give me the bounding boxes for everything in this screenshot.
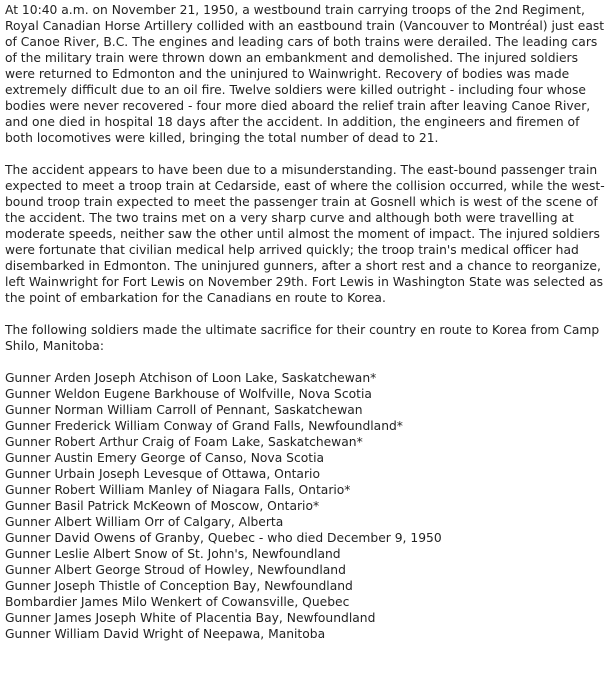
soldier-list-item: Gunner Norman William Carroll of Pennant, Saskatchewan <box>5 403 363 417</box>
soldier-list-item: Gunner Robert Arthur Craig of Foam Lake, Saskatchewan* <box>5 435 363 449</box>
soldier-list-item: Gunner Leslie Albert Snow of St. John's, Newfoundland <box>5 547 341 561</box>
soldier-list-item: Gunner Arden Joseph Atchison of Loon Lake, Saskatchewan* <box>5 371 377 385</box>
soldier-list-item: Bombardier James Milo Wenkert of Cowansville, Quebec <box>5 595 350 609</box>
soldier-list-item: Gunner James Joseph White of Placentia Bay, Newfoundland <box>5 611 376 625</box>
paragraph-spacer <box>5 306 605 322</box>
article-body <box>5 2 605 642</box>
paragraph-accident-summary: At 10:40 a.m. on November 21, 1950, a westbound train carrying troops of the 2nd Regiment, Royal Canadian Horse Artillery collided with an eastbound train (Vancouver to Montréal) just east of Canoe River, B.C. The engines and leading cars of both trains were derailed. The leading cars of the military train were thrown down an embankment and demolished. The injured soldiers were returned to Edmonton and the uninjured to Wainwright. Recovery of bodies was made extremely difficult due to an oil fire. Twelve soldiers were killed outright - including four whose bodies were never recovered - four more died aboard the relief train after leaving Canoe River, and one died in hospital 18 days after the accident. In addition, the engineers and firemen of both locomotives were killed, bringing the total number of dead to 21. <box>5 3 605 145</box>
paragraph-spacer <box>5 354 605 370</box>
soldier-list-item: Gunner Weldon Eugene Barkhouse of Wolfville, Nova Scotia <box>5 387 372 401</box>
soldier-list-item: Gunner Urbain Joseph Levesque of Ottawa, Ontario <box>5 467 320 481</box>
soldier-list-item: Gunner Albert George Stroud of Howley, Newfoundland <box>5 563 346 577</box>
soldier-list-item: Gunner Albert William Orr of Calgary, Alberta <box>5 515 284 529</box>
soldier-list-item: Gunner Frederick William Conway of Grand Falls, Newfoundland* <box>5 419 403 433</box>
soldier-list-item: Gunner Austin Emery George of Canso, Nova Scotia <box>5 451 325 465</box>
soldier-list-item: Gunner David Owens of Granby, Quebec - who died December 9, 1950 <box>5 531 442 545</box>
soldier-list-item: Gunner Basil Patrick McKeown of Moscow, Ontario* <box>5 499 320 513</box>
paragraph-accident-cause: The accident appears to have been due to a misunderstanding. The east-bound passenger train expected to meet a troop train at Cedarside, east of where the collision occurred, while the west-bound troop train expected to meet the passenger train at Gosnell which is west of the scene of the accident. The two trains met on a very sharp curve and although both were travelling at moderate speeds, neither saw the other until almost the moment of impact. The injured soldiers were fortunate that civilian medical help arrived quickly; the troop train's medical officer had disembarked in Edmonton. The uninjured gunners, after a short rest and a chance to reorganize, left Wainwright for Fort Lewis on November 29th. Fort Lewis in Washington State was selected as the point of embarkation for the Canadians en route to Korea. <box>5 163 605 305</box>
soldier-list-item: Gunner William David Wright of Neepawa, Manitoba <box>5 627 326 641</box>
soldier-list <box>5 370 605 642</box>
soldier-list-item: Gunner Joseph Thistle of Conception Bay, Newfoundland <box>5 579 353 593</box>
soldier-list-item: Gunner Robert William Manley of Niagara Falls, Ontario* <box>5 483 351 497</box>
paragraph-spacer <box>5 146 605 162</box>
paragraph-memorial-intro: The following soldiers made the ultimate sacrifice for their country en route to Korea from Camp Shilo, Manitoba: <box>5 323 600 353</box>
